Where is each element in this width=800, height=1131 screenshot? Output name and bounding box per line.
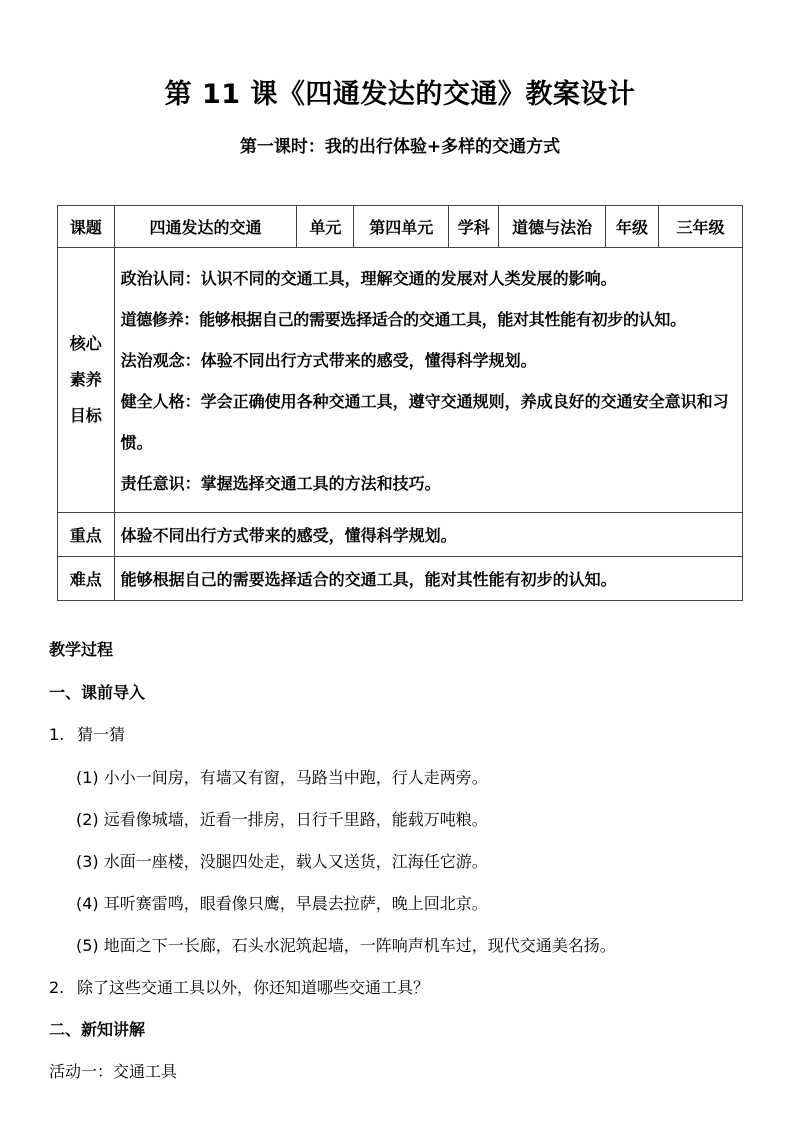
goals-row <box>58 248 743 513</box>
key-point-content: 体验不同出行方式带来的感受，懂得科学规划。 <box>114 513 742 557</box>
section-intro-heading: 一、课前导入 <box>49 683 146 702</box>
goals-label-line: 目标 <box>69 406 102 425</box>
goals-label-line: 素养 <box>69 370 102 389</box>
key-point-row <box>58 513 743 557</box>
list-number: 1. <box>49 725 65 744</box>
document-title: 第 11 课《四通发达的交通》教案设计 <box>164 79 636 110</box>
riddle-item: (2) 远看像城墙，近看一排房，日行千里路，能载万吨粮。 <box>76 810 488 829</box>
list-number: 2. <box>49 978 65 997</box>
goals-label-line: 核心 <box>69 334 102 353</box>
goals-label <box>58 248 115 513</box>
difficult-point-content: 能够根据自己的需要选择适合的交通工具，能对其性能有初步的认知。 <box>114 557 742 601</box>
cell-discipline-value: 道德与法治 <box>499 206 606 248</box>
process-heading: 教学过程 <box>49 640 114 659</box>
cell-subject-label: 课题 <box>58 206 115 248</box>
cell-unit-label: 单元 <box>297 206 354 248</box>
difficult-point-label: 难点 <box>58 557 115 601</box>
cell-grade-label: 年级 <box>606 206 659 248</box>
activity-one-label: 活动一：交通工具 <box>49 1062 178 1081</box>
goals-content <box>114 248 742 513</box>
table-header-row <box>58 206 743 248</box>
cell-unit-value: 第四单元 <box>354 206 449 248</box>
lesson-info-table <box>57 205 743 601</box>
riddle-item: (4) 耳听赛雷鸣，眼看像只鹰，早晨去拉萨，晚上回北京。 <box>76 894 488 913</box>
goal-responsibility: 责任意识：掌握选择交通工具的方法和技巧。 <box>120 474 441 493</box>
cell-subject-value: 四通发达的交通 <box>114 206 297 248</box>
goal-personality: 健全人格：学会正确使用各种交通工具，遵守交通规则，养成良好的交通安全意识和习惯。 <box>120 392 729 452</box>
list-text: 猜一猜 <box>77 725 126 744</box>
difficult-point-row <box>58 557 743 601</box>
riddle-item: (5) 地面之下一长廊，石头水泥筑起墙，一阵响声机车过，现代交通美名扬。 <box>76 936 616 955</box>
list-item-other-transport <box>49 975 429 998</box>
list-text: 除了这些交通工具以外，你还知道哪些交通工具？ <box>77 978 430 997</box>
riddle-item: (3) 水面一座楼，没腿四处走，载人又送货，江海任它游。 <box>76 852 488 871</box>
list-item-guess <box>49 722 125 745</box>
section-new-knowledge-heading: 二、新知讲解 <box>49 1020 146 1039</box>
riddle-item: (1) 小小一间房，有墙又有窗，马路当中跑，行人走两旁。 <box>76 768 488 787</box>
document-subtitle: 第一课时：我的出行体验+多样的交通方式 <box>239 137 561 157</box>
goal-political: 政治认同：认识不同的交通工具，理解交通的发展对人类发展的影响。 <box>120 269 617 288</box>
goal-law: 法治观念：体验不同出行方式带来的感受，懂得科学规划。 <box>120 351 537 370</box>
cell-discipline-label: 学科 <box>449 206 499 248</box>
goal-moral: 道德修养：能够根据自己的需要选择适合的交通工具，能对其性能有初步的认知。 <box>120 310 686 329</box>
key-point-label: 重点 <box>58 513 115 557</box>
cell-grade-value: 三年级 <box>659 206 743 248</box>
